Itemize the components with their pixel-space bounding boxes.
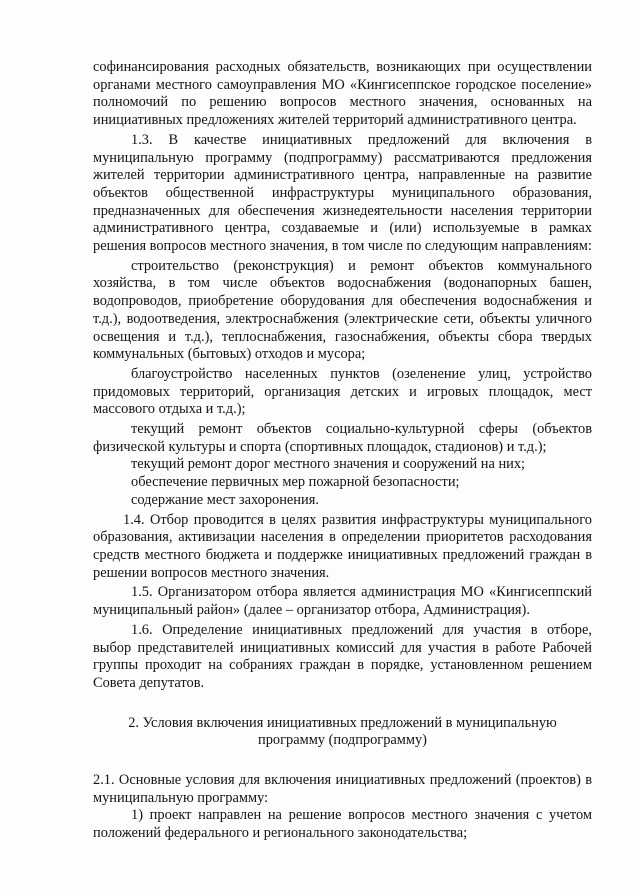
list-item: обеспечение первичных мер пожарной безопасности;: [131, 474, 460, 491]
list-item: текущий ремонт объектов социально-культурной сферы (объектов физической культуры и спорта (спортивных площадок, стадионов) и т.д.);: [93, 421, 592, 455]
list-item: строительство (реконструкция) и ремонт объектов коммунального хозяйства, в том числе объектов водоснабжения (водонапорных башен, водопроводов, приобретение оборудования для обеспечения водоснабжения и т.д.), водоотведения, электроснабжения (электрические сети, объекты уличного освещения и т.д.), теплоснабжения, газоснабжения, объекты сбора твердых коммунальных (бытовых) отходов и мусора;: [93, 257, 592, 363]
list-item: содержание мест захоронения.: [131, 491, 319, 508]
paragraph-intro: софинансирования расходных обязательств, возникающих при осуществлении органами местного самоуправления МО «Кингисеппское городское поселение» полномочий по решению вопросов местного значения, основанных на инициативных предложениях жителей территорий административного центра.: [93, 59, 592, 129]
paragraph-2-1: 2.1. Основные условия для включения инициативных предложений (проектов) в муниципальную программу:: [93, 772, 592, 806]
paragraph-1-6: 1.6. Определение инициативных предложений для участия в отборе, выбор представителей инициативных комиссий для участия в работе Рабочей группы проходит на собраниях граждан в порядке, установленном решением Совета депутатов.: [93, 621, 592, 691]
paragraph-1-3: 1.3. В качестве инициативных предложений для включения в муниципальную программу (подпрограмму) рассматриваются предложения жителей территории административного центра, направленные на развитие объектов общественной инфраструктуры муниципального образования, предназначенных для обеспечения жизнедеятельности населения территории административного центра, создаваемые и (или) используемые в рамках решения вопросов местного значения, в том числе по следующим направлениям:: [93, 131, 592, 255]
section-2-title: 2. Условия включения инициативных предложений в муниципальную программу (подпрограмму): [128, 714, 557, 749]
paragraph-1-4: 1.4. Отбор проводится в целях развития инфраструктуры муниципального образования, активизации населения в определении приоритетов расходования средств местного бюджета и поддержке инициативных предложений граждан в решении вопросов местного значения.: [93, 511, 592, 581]
paragraph-1-5: 1.5. Организатором отбора является администрация МО «Кингисеппский муниципальный район» (далее – организатор отбора, Администрация).: [93, 584, 592, 619]
paragraph-2-1-1: 1) проект направлен на решение вопросов местного значения с учетом положений федерального и региональногo законодательства;: [93, 807, 592, 842]
list-item: текущий ремонт дорог местного значения и сооружений на них;: [131, 456, 526, 473]
list-item: благоустройство населенных пунктов (озеленение улиц, устройство придомовых территорий, организация детских и игровых площадок, мест массового отдыха и т.д.);: [93, 365, 592, 418]
